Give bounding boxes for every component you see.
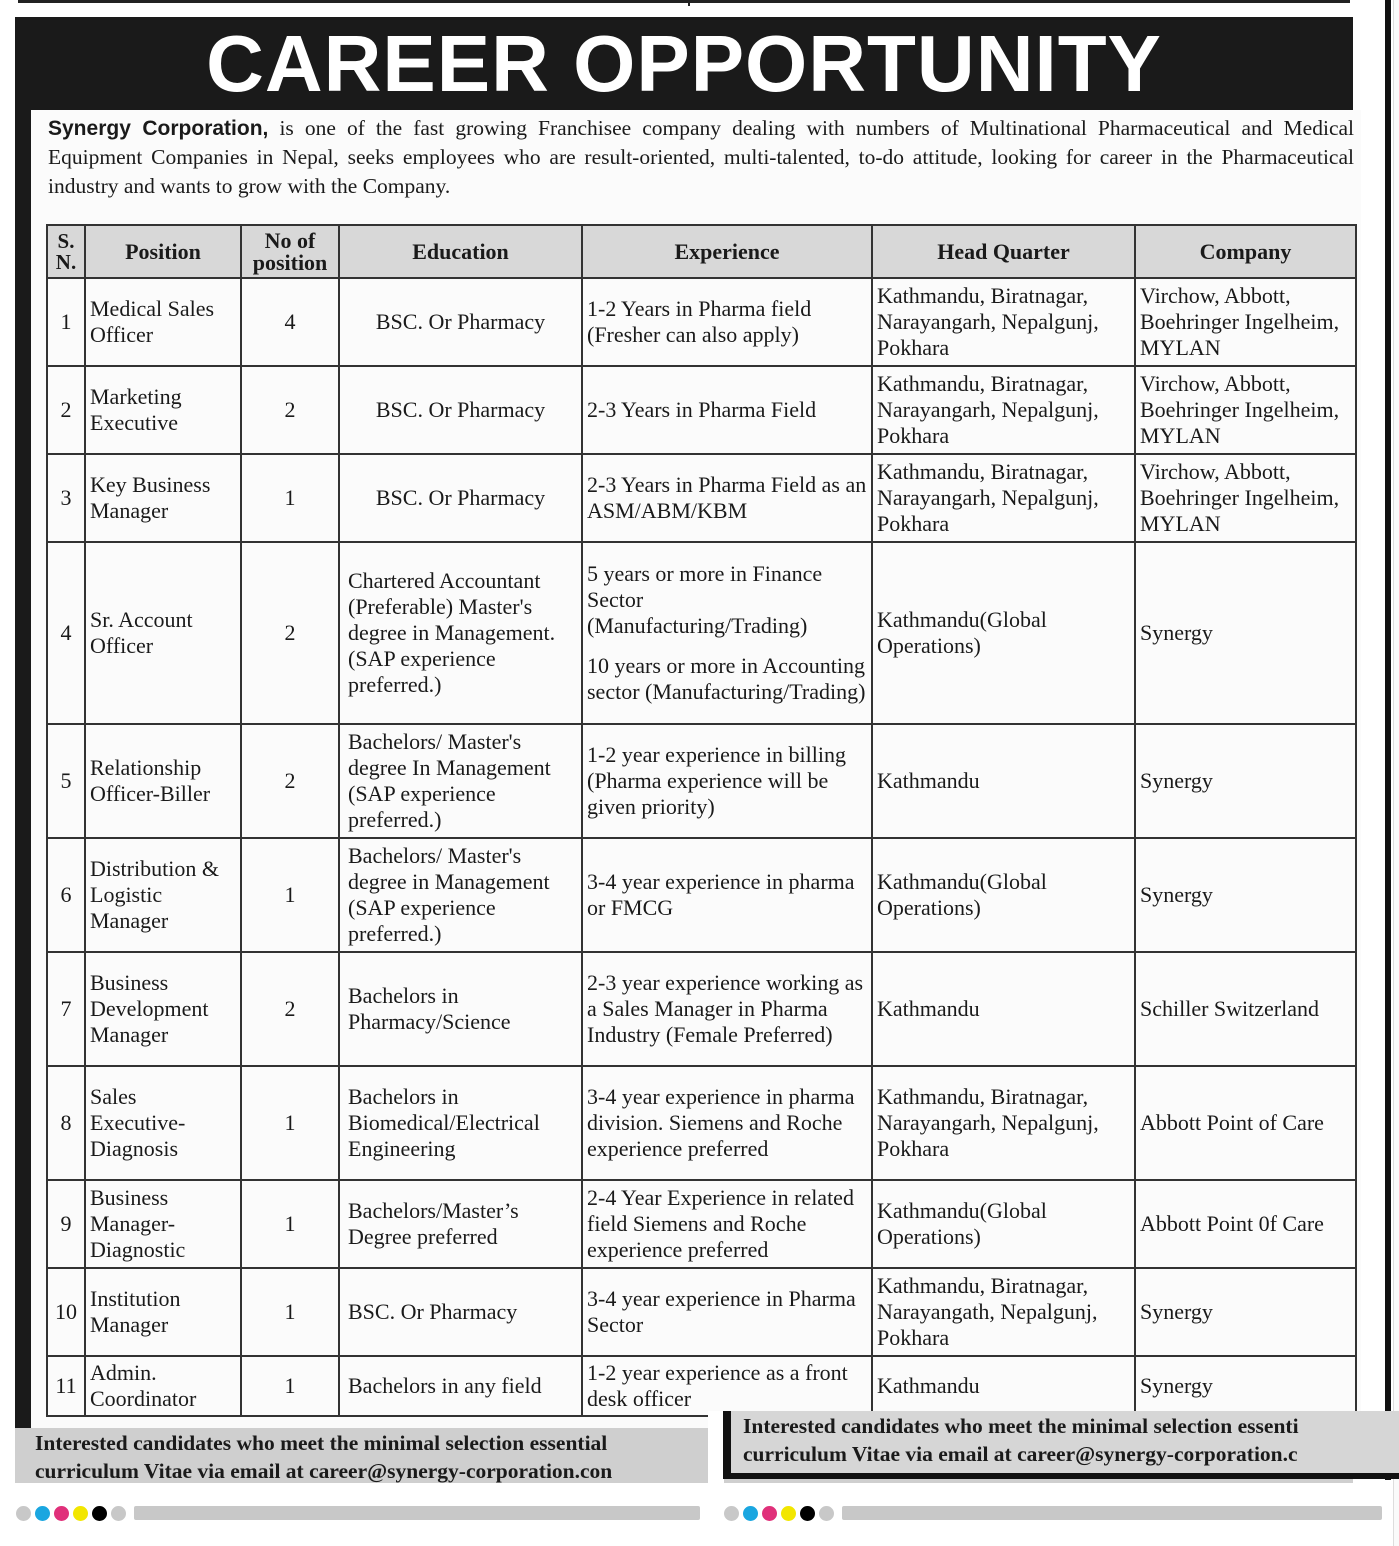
header-position: Position (85, 225, 241, 278)
registration-dot-gray (819, 1506, 834, 1521)
cell-education: BSC. Or Pharmacy (339, 454, 582, 542)
cell-company: Virchow, Abbott, Boehringer Ingelheim, MYLAN (1135, 454, 1356, 542)
cell-hq: Kathmandu (872, 724, 1135, 838)
table-row (47, 952, 1356, 1066)
cell-education: Bachelors in any field (339, 1356, 582, 1416)
vacancy-table (46, 224, 1357, 1417)
cell-hq: Kathmandu, Biratnagar, Narayangarh, Nepalgunj, Pokhara (872, 1066, 1135, 1180)
cell-count: 2 (241, 724, 339, 838)
color-registration-bar-right (724, 1501, 1399, 1525)
cell-experience: 1-2 year experience in billing (Pharma experience will be given priority) (582, 724, 872, 838)
cell-hq: Kathmandu(Global Operations) (872, 1180, 1135, 1268)
cell-count: 4 (241, 278, 339, 366)
registration-dot-gray (111, 1506, 126, 1521)
cell-sn: 11 (47, 1356, 85, 1416)
registration-dot-magenta (762, 1506, 777, 1521)
cell-company: Synergy (1135, 1268, 1356, 1356)
cell-hq: Kathmandu, Biratnagar, Narayangath, Nepalgunj, Pokhara (872, 1268, 1135, 1356)
header-company: Company (1135, 225, 1356, 278)
registration-gray-bar (134, 1506, 700, 1520)
table-row (47, 1356, 1356, 1416)
registration-dot-magenta (54, 1506, 69, 1521)
cell-company: Abbott Point of Care (1135, 1066, 1356, 1180)
cell-position: Sr. Account Officer (85, 542, 241, 724)
registration-dot-cyan (743, 1506, 758, 1521)
intro-paragraph (48, 110, 1354, 201)
cell-position: Distribution & Logistic Manager (85, 838, 241, 952)
cell-position: Marketing Executive (85, 366, 241, 454)
cell-sn: 7 (47, 952, 85, 1066)
cell-count: 1 (241, 1356, 339, 1416)
cell-company: Synergy (1135, 838, 1356, 952)
footer-text (35, 1429, 725, 1485)
table-header-row (47, 225, 1356, 278)
table-row (47, 366, 1356, 454)
cell-experience: 3-4 year experience in pharma or FMCG (582, 838, 872, 952)
ad-title: CAREER OPPORTUNITY (206, 19, 1162, 108)
job-advertisement (15, 17, 1353, 1483)
table-row (47, 838, 1356, 952)
header-experience: Experience (582, 225, 872, 278)
cell-experience: 3-4 year experience in pharma division. Siemens and Roche experience preferred (582, 1066, 872, 1180)
cell-sn: 4 (47, 542, 85, 724)
top-rule (18, 0, 1350, 3)
top-rule-tick (688, 0, 690, 6)
experience-finance: 5 years or more in Finance Sector (Manufacturing/Trading) (587, 561, 823, 638)
cell-education: BSC. Or Pharmacy (339, 278, 582, 366)
adjacent-column-border (1385, 0, 1391, 1480)
cell-company: Synergy (1135, 724, 1356, 838)
cell-experience: 1-2 Years in Pharma field (Fresher can also apply) (582, 278, 872, 366)
cell-count: 2 (241, 952, 339, 1066)
registration-dot-gray (16, 1506, 31, 1521)
cell-sn: 3 (47, 454, 85, 542)
cell-experience: 3-4 year experience in Pharma Sector (582, 1268, 872, 1356)
header-hq: Head Quarter (872, 225, 1135, 278)
cell-education: BSC. Or Pharmacy (339, 1268, 582, 1356)
ad-body (31, 110, 1361, 1428)
registration-dot-black (800, 1506, 815, 1521)
cell-position: Sales Executive-Diagnosis (85, 1066, 241, 1180)
cell-hq: Kathmandu, Biratnagar, Narayangarh, Nepalgunj, Pokhara (872, 454, 1135, 542)
cell-hq: Kathmandu, Biratnagar, Narayangarh, Nepalgunj, Pokhara (872, 278, 1135, 366)
table-row (47, 542, 1356, 724)
cell-company: Synergy (1135, 542, 1356, 724)
cell-position: Admin. Coordinator (85, 1356, 241, 1416)
registration-dot-yellow (73, 1506, 88, 1521)
cell-hq: Kathmandu(Global Operations) (872, 838, 1135, 952)
cell-company: Abbott Point 0f Care (1135, 1180, 1356, 1268)
cell-education: Bachelors/ Master's degree In Management (SAP experience preferred.) (339, 724, 582, 838)
cell-experience: 2-3 Years in Pharma Field (582, 366, 872, 454)
cell-company: Synergy (1135, 1356, 1356, 1416)
table-row (47, 724, 1356, 838)
cell-hq: Kathmandu(Global Operations) (872, 542, 1135, 724)
cell-sn: 6 (47, 838, 85, 952)
cell-sn: 9 (47, 1180, 85, 1268)
cell-education: Bachelors in Biomedical/Electrical Engineering (339, 1066, 582, 1180)
cell-sn: 2 (47, 366, 85, 454)
duplicate-footer-line-1: Interested candidates who meet the minimal selection essenti (743, 1414, 1299, 1438)
cell-experience (582, 542, 872, 724)
company-name: Synergy Corporation, (48, 117, 269, 140)
cell-count: 1 (241, 1180, 339, 1268)
cell-company: Schiller Switzerland (1135, 952, 1356, 1066)
registration-dot-yellow (781, 1506, 796, 1521)
cell-education: Bachelors/ Master's degree in Management (SAP experience preferred.) (339, 838, 582, 952)
cell-education: Bachelors in Pharmacy/Science (339, 952, 582, 1066)
cell-position: Medical Sales Officer (85, 278, 241, 366)
table-row (47, 278, 1356, 366)
duplicate-footer-text (743, 1412, 1399, 1468)
cell-company: Virchow, Abbott, Boehringer Ingelheim, MYLAN (1135, 278, 1356, 366)
registration-dot-black (92, 1506, 107, 1521)
cell-sn: 1 (47, 278, 85, 366)
cell-count: 2 (241, 542, 339, 724)
cell-experience: 2-3 Years in Pharma Field as an ASM/ABM/KBM (582, 454, 872, 542)
duplicate-footer-line-2: curriculum Vitae via email at career@synergy-corporation.c (743, 1442, 1298, 1466)
cell-sn: 8 (47, 1066, 85, 1180)
page-right-edge (1393, 0, 1399, 1546)
footer-line-1: Interested candidates who meet the minimal selection essential (35, 1431, 608, 1455)
header-count: No of position (241, 225, 339, 278)
cell-sn: 5 (47, 724, 85, 838)
intro-text: is one of the fast growing Franchisee company dealing with numbers of Multinational Pharmaceutical and Medical Equipment Companies in Nepal, seeks employees who are result-oriented, multi-talented, to-do attitude, looking for career in the Pharmaceutical industry and wants to grow with the Company. (48, 116, 1355, 198)
cell-hq: Kathmandu, Biratnagar, Narayangarh, Nepalgunj, Pokhara (872, 366, 1135, 454)
cell-hq: Kathmandu (872, 1356, 1135, 1416)
cell-hq: Kathmandu (872, 952, 1135, 1066)
cell-education: Bachelors/Master’s Degree preferred (339, 1180, 582, 1268)
cell-experience: 1-2 year experience as a front desk officer (582, 1356, 872, 1416)
cell-position: Relationship Officer-Biller (85, 724, 241, 838)
cell-count: 1 (241, 454, 339, 542)
color-registration-bar-left (16, 1501, 706, 1525)
cell-education: Chartered Accountant (Preferable) Master's degree in Management. (SAP experience preferred.) (339, 542, 582, 724)
cell-position: Institution Manager (85, 1268, 241, 1356)
experience-accounting: 10 years or more in Accounting sector (Manufacturing/Trading) (587, 653, 866, 704)
header-education: Education (339, 225, 582, 278)
cell-position: Key Business Manager (85, 454, 241, 542)
duplicate-footer-overlap (723, 1411, 1399, 1479)
cell-position: Business Development Manager (85, 952, 241, 1066)
table-row (47, 1066, 1356, 1180)
cell-count: 1 (241, 1066, 339, 1180)
table-row (47, 1180, 1356, 1268)
registration-dot-gray (724, 1506, 739, 1521)
cell-position: Business Manager-Diagnostic (85, 1180, 241, 1268)
cell-education: BSC. Or Pharmacy (339, 366, 582, 454)
registration-dot-cyan (35, 1506, 50, 1521)
cell-count: 1 (241, 838, 339, 952)
table-row (47, 454, 1356, 542)
cell-sn: 10 (47, 1268, 85, 1356)
registration-gray-bar (842, 1506, 1382, 1520)
cell-count: 1 (241, 1268, 339, 1356)
cell-experience: 2-4 Year Experience in related field Siemens and Roche experience preferred (582, 1180, 872, 1268)
cell-company: Virchow, Abbott, Boehringer Ingelheim, MYLAN (1135, 366, 1356, 454)
table-row (47, 1268, 1356, 1356)
header-sn: S. N. (47, 225, 85, 278)
page-gap (708, 1411, 724, 1546)
cell-experience: 2-3 year experience working as a Sales Manager in Pharma Industry (Female Preferred) (582, 952, 872, 1066)
cell-count: 2 (241, 366, 339, 454)
footer-line-2: curriculum Vitae via email at career@synergy-corporation.con (35, 1459, 613, 1483)
